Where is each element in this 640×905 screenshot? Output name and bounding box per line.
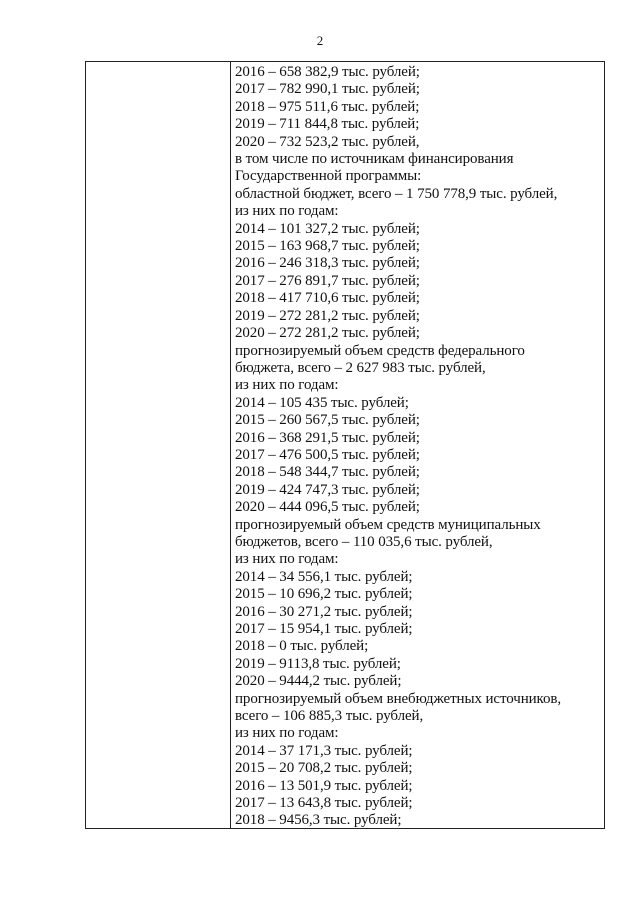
page-number: 2 xyxy=(316,33,324,48)
text-line: 2016 – 13 501,9 тыс. рублей; xyxy=(235,777,413,794)
text-line: 2019 – 272 281,2 тыс. рублей; xyxy=(235,307,420,324)
text-line: 2016 – 368 291,5 тыс. рублей; xyxy=(235,429,420,446)
text-line: из них по годам: xyxy=(235,203,339,220)
text-line: 2015 – 163 968,7 тыс. рублей; xyxy=(235,238,420,255)
text-line: 2020 – 732 523,2 тыс. рублей, xyxy=(235,133,420,150)
text-line: 2015 – 10 696,2 тыс. рублей; xyxy=(235,586,413,603)
text-line: 2017 – 782 990,1 тыс. рублей; xyxy=(235,81,420,98)
document-table xyxy=(85,61,605,829)
text-line: 2015 – 260 567,5 тыс. рублей; xyxy=(235,412,420,429)
column-divider xyxy=(230,62,231,828)
text-line: из них по годам: xyxy=(235,725,339,742)
text-line: 2017 – 13 643,8 тыс. рублей; xyxy=(235,795,413,812)
text-line: 2019 – 9113,8 тыс. рублей; xyxy=(235,655,401,672)
text-line: 2017 – 15 954,1 тыс. рублей; xyxy=(235,621,413,637)
text-line: 2019 – 711 844,8 тыс. рублей; xyxy=(235,116,420,133)
financing-text-cell xyxy=(235,64,600,830)
text-line: прогнозируемый объем средств федерального xyxy=(235,342,525,359)
text-line: 2018 – 417 710,6 тыс. рублей; xyxy=(235,290,420,307)
text-line: 2014 – 105 435 тыс. рублей; xyxy=(235,394,409,411)
text-line: областной бюджет, всего – 1 750 778,9 тыс. рублей, xyxy=(235,185,558,202)
text-line: 2019 – 424 747,3 тыс. рублей; xyxy=(235,481,420,498)
text-line: 2016 – 30 271,2 тыс. рублей; xyxy=(235,603,413,620)
text-line: бюджета, всего – 2 627 983 тыс. рублей, xyxy=(235,359,486,376)
text-line: 2017 – 276 891,7 тыс. рублей; xyxy=(235,272,420,289)
text-line: 2020 – 272 281,2 тыс. рублей; xyxy=(235,325,420,342)
text-line: бюджетов, всего – 110 035,6 тыс. рублей, xyxy=(235,533,493,550)
text-line: в том числе по источникам финансирования xyxy=(235,151,514,168)
text-line: 2017 – 476 500,5 тыс. рублей; xyxy=(235,446,420,463)
text-line: 2018 – 975 511,6 тыс. рублей; xyxy=(235,98,420,115)
text-line: 2018 – 0 тыс. рублей; xyxy=(235,638,369,655)
text-line: 2014 – 34 556,1 тыс. рублей; xyxy=(235,568,413,585)
text-line: 2018 – 9456,3 тыс. рублей; xyxy=(235,812,402,829)
text-line: из них по годам: xyxy=(235,377,339,394)
text-line: 2014 – 37 171,3 тыс. рублей; xyxy=(235,742,413,759)
text-line: прогнозируемый объем средств муниципальных xyxy=(235,516,541,533)
text-line: 2020 – 9444,2 тыс. рублей; xyxy=(235,673,402,690)
text-line: прогнозируемый объем внебюджетных источников, xyxy=(235,690,562,707)
text-line: 2016 – 246 318,3 тыс. рублей; xyxy=(235,255,420,272)
text-line: 2018 – 548 344,7 тыс. рублей; xyxy=(235,464,420,481)
text-line: всего – 106 885,3 тыс. рублей, xyxy=(235,708,424,725)
text-line: 2014 – 101 327,2 тыс. рублей; xyxy=(235,220,420,237)
text-line: 2020 – 444 096,5 тыс. рублей; xyxy=(235,499,420,516)
text-line: 2016 – 658 382,9 тыс. рублей; xyxy=(235,64,420,80)
text-line: из них по годам: xyxy=(235,551,339,568)
text-line: Государственной программы: xyxy=(235,168,422,185)
text-line: 2015 – 20 708,2 тыс. рублей; xyxy=(235,760,413,777)
